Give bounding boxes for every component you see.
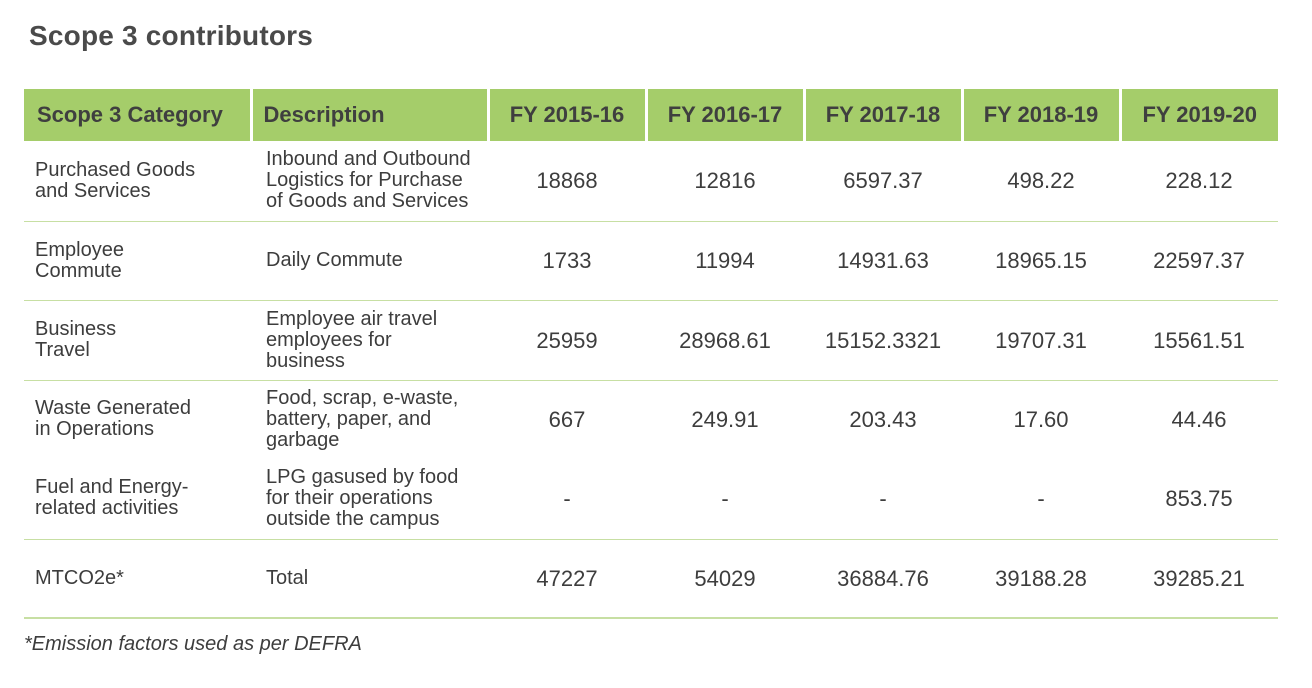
table-row-total xyxy=(24,539,1278,618)
value-cell: 36884.76 xyxy=(804,539,962,618)
category-cell: Business Travel xyxy=(24,300,251,380)
value-cell: 47227 xyxy=(488,539,646,618)
description-cell: Employee air travel employees for business xyxy=(251,300,488,380)
value-cell: 203.43 xyxy=(849,406,917,432)
footnote: *Emission factors used as per DEFRA xyxy=(24,633,362,655)
value-cell: 25959 xyxy=(488,300,646,380)
category-cell: Employee Commute xyxy=(24,221,251,300)
value-cell: - xyxy=(962,458,1120,539)
value-cell: 11994 xyxy=(646,221,804,300)
table-header-row xyxy=(24,89,1278,141)
value-cell: - xyxy=(646,458,804,539)
value-cell: 54029 xyxy=(646,539,804,618)
table-row xyxy=(24,300,1278,380)
description-cell: Daily Commute xyxy=(251,221,488,300)
header-fy-2017-18: FY 2017-18 xyxy=(804,89,962,141)
header-fy-2015-16: FY 2015-16 xyxy=(488,89,646,141)
value-cell: 667 xyxy=(548,406,586,432)
value-cell: 15152.3321 xyxy=(804,300,962,380)
value-cell: 28968.61 xyxy=(646,300,804,380)
value-cell: 19707.31 xyxy=(962,300,1120,380)
header-fy-2016-17: FY 2016-17 xyxy=(646,89,804,141)
table-row xyxy=(24,380,1278,458)
header-fy-2018-19: FY 2018-19 xyxy=(962,89,1120,141)
description-cell: Food, scrap, e-waste, battery, paper, and garbage xyxy=(266,386,459,451)
value-cell: 44.46 xyxy=(1171,406,1227,432)
table-row xyxy=(24,458,1278,539)
table-row xyxy=(24,221,1278,300)
value-cell: 228.12 xyxy=(1120,141,1278,221)
description-cell: LPG gasused by food for their operations outside the campus xyxy=(251,458,488,539)
value-cell: 249.91 xyxy=(691,406,759,432)
value-cell: - xyxy=(488,458,646,539)
table-row xyxy=(24,141,1278,221)
header-fy-2019-20: FY 2019-20 xyxy=(1120,89,1278,141)
value-cell: 39188.28 xyxy=(962,539,1120,618)
value-cell: 853.75 xyxy=(1120,458,1278,539)
value-cell: 15561.51 xyxy=(1120,300,1278,380)
value-cell: 12816 xyxy=(646,141,804,221)
value-cell: 14931.63 xyxy=(804,221,962,300)
value-cell: 6597.37 xyxy=(804,141,962,221)
value-cell: 39285.21 xyxy=(1120,539,1278,618)
value-cell: 1733 xyxy=(488,221,646,300)
value-cell: 498.22 xyxy=(962,141,1120,221)
value-cell: 22597.37 xyxy=(1120,221,1278,300)
value-cell: 17.60 xyxy=(1013,406,1069,432)
category-cell: Purchased Goods and Services xyxy=(24,141,251,221)
header-description: Description xyxy=(251,89,488,141)
category-cell: MTCO2e* xyxy=(24,539,251,618)
category-cell: Fuel and Energy- related activities xyxy=(24,458,251,539)
value-cell: 18868 xyxy=(488,141,646,221)
description-cell: Inbound and Outbound Logistics for Purchase of Goods and Services xyxy=(251,141,488,221)
description-cell: Total xyxy=(251,539,488,618)
page-title: Scope 3 contributors xyxy=(29,20,314,51)
value-cell: - xyxy=(804,458,962,539)
scope3-table xyxy=(24,89,1278,619)
category-cell: Waste Generated in Operations xyxy=(35,397,192,441)
header-scope3-category: Scope 3 Category xyxy=(24,89,251,141)
value-cell: 18965.15 xyxy=(962,221,1120,300)
